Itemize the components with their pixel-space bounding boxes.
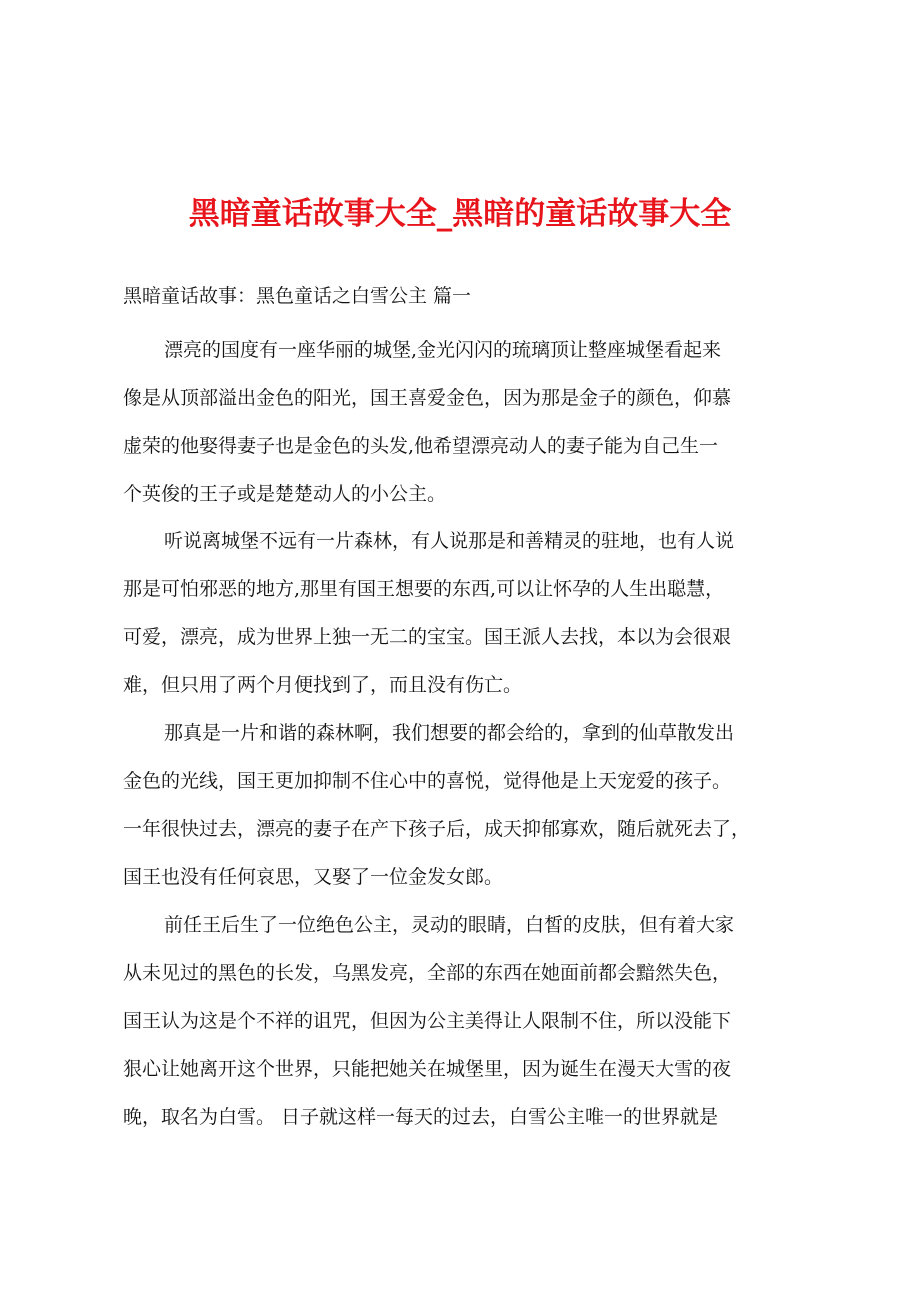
paragraph-line: 一年很快过去，漂亮的妻子在产下孩子后，成天抑郁寡欢，随后就死去了， bbox=[123, 818, 751, 840]
paragraph-line: 听说离城堡不远有一片森林，有人说那是和善精灵的驻地，也有人说 bbox=[164, 530, 735, 552]
section-subtitle: 黑暗童话故事：黑色童话之白雪公主 篇一 bbox=[123, 285, 472, 307]
paragraph-line: 金色的光线，国王更加抑制不住心中的喜悦，觉得他是上天宠爱的孩子。 bbox=[123, 770, 732, 792]
paragraph-line: 个英俊的王子或是楚楚动人的小公主。 bbox=[123, 483, 447, 505]
paragraph-1 bbox=[123, 326, 820, 518]
paragraph-line: 国王认为这是个不祥的诅咒，但因为公主美得让人限制不住，所以没能下 bbox=[123, 1010, 732, 1032]
paragraph-line: 像是从顶部溢出金色的阳光，国王喜爱金色，因为那是金子的颜色，仰慕 bbox=[123, 387, 732, 409]
paragraph-line: 从未见过的黑色的长发，乌黑发亮，全部的东西在她面前都会黯然失色， bbox=[123, 962, 732, 984]
paragraph-line: 国王也没有任何哀思，又娶了一位金发女郎。 bbox=[123, 866, 504, 888]
document-title: 黑暗童话故事大全_黑暗的童话故事大全 bbox=[188, 196, 732, 232]
paragraph-2 bbox=[123, 517, 820, 709]
paragraph-line: 虚荣的他娶得妻子也是金色的头发,他希望漂亮动人的妻子能为自己生一 bbox=[123, 435, 719, 457]
paragraph-3 bbox=[123, 709, 820, 901]
paragraph-line: 那是可怕邪恶的地方,那里有国王想要的东西,可以让怀孕的人生出聪慧， bbox=[123, 578, 725, 600]
paragraph-line: 漂亮的国度有一座华丽的城堡,金光闪闪的琉璃顶让整座城堡看起来 bbox=[164, 339, 722, 361]
paragraph-line: 前任王后生了一位绝色公主，灵动的眼睛，白皙的皮肤，但有着大家 bbox=[164, 914, 735, 936]
paragraph-line: 那真是一片和谐的森林啊，我们想要的都会给的，拿到的仙草散发出 bbox=[164, 722, 735, 744]
paragraph-line: 可爱，漂亮，成为世界上独一无二的宝宝。国王派人去找，本以为会很艰 bbox=[123, 626, 732, 648]
paragraph-line: 狠心让她离开这个世界，只能把她关在城堡里，因为诞生在漫天大雪的夜 bbox=[123, 1058, 732, 1080]
paragraph-4 bbox=[123, 901, 820, 1141]
paragraph-line: 晚，取名为白雪。 日子就这样一每天的过去，白雪公主唯一的世界就是 bbox=[123, 1106, 719, 1128]
paragraph-line: 难，但只用了两个月便找到了，而且没有伤亡。 bbox=[123, 674, 523, 696]
